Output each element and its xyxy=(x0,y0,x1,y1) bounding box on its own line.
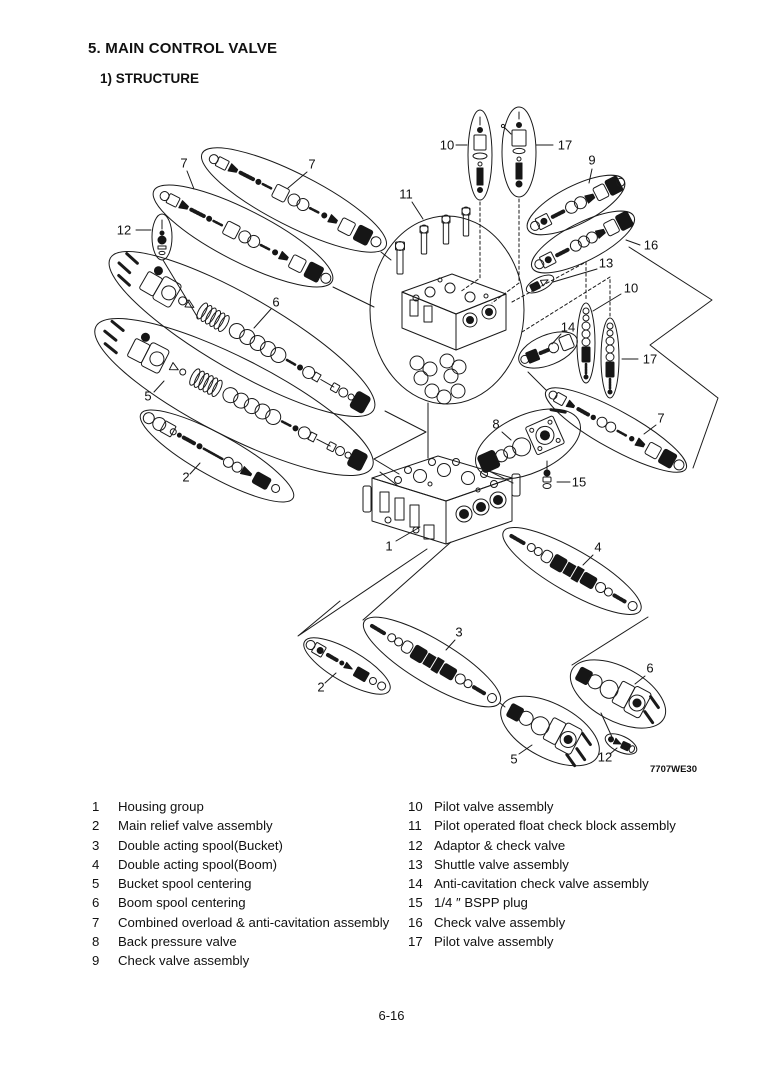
parts-list-item xyxy=(92,932,392,951)
part-number: 2 xyxy=(92,818,100,834)
part-name: Anti-cavitation check valve assembly xyxy=(434,876,649,892)
assembly-check-valve-9 xyxy=(519,164,632,247)
callout-17-top: 17 xyxy=(557,137,573,153)
callout-6-bottom: 6 xyxy=(646,660,654,676)
parts-list-item xyxy=(408,836,708,855)
housing-group xyxy=(363,456,520,544)
part-number: 5 xyxy=(92,876,100,892)
callout-7-left-a: 7 xyxy=(180,155,188,171)
callout-2-bottom: 2 xyxy=(317,679,325,695)
part-number: 8 xyxy=(92,934,100,950)
assembly-main-relief-bottom xyxy=(297,628,398,705)
callout-7-left-b: 7 xyxy=(308,156,316,172)
assembly-overload-right xyxy=(537,375,695,486)
part-name: Back pressure valve xyxy=(118,934,237,950)
parts-list-item xyxy=(408,874,708,893)
part-number: 3 xyxy=(92,837,100,853)
part-name: Combined overload & anti-cavitation assembly xyxy=(118,914,390,930)
part-name: Bucket spool centering xyxy=(118,876,252,892)
part-number: 6 xyxy=(92,895,100,911)
assembly-spool-boom xyxy=(493,513,651,628)
parts-list-item xyxy=(92,816,392,835)
callout-9: 9 xyxy=(588,152,596,168)
callout-17-right: 17 xyxy=(642,351,658,367)
part-number: 11 xyxy=(408,818,422,834)
callout-14: 14 xyxy=(560,319,576,335)
assembly-overload-left-b xyxy=(190,130,397,270)
assembly-float-check-block xyxy=(370,207,524,404)
part-number: 12 xyxy=(408,837,423,853)
callout-12-bottom: 12 xyxy=(597,749,613,765)
callout-10-top: 10 xyxy=(439,137,455,153)
part-number: 15 xyxy=(408,895,423,911)
part-number: 17 xyxy=(408,934,423,950)
assembly-pilot-valve-top xyxy=(468,110,492,200)
part-number: 4 xyxy=(92,856,100,872)
parts-list-item xyxy=(408,913,708,932)
assembly-spool-bucket xyxy=(353,602,511,721)
part-number: 9 xyxy=(92,953,100,969)
assembly-main-relief-left xyxy=(131,395,304,516)
part-name: Pilot valve assembly xyxy=(434,934,554,950)
part-name: Double acting spool(Boom) xyxy=(118,856,278,872)
callout-leaders xyxy=(136,145,659,754)
parts-list-item xyxy=(92,855,392,874)
page-title: 5. MAIN CONTROL VALVE xyxy=(88,40,278,57)
part-number: 13 xyxy=(408,856,423,872)
parts-list-item xyxy=(408,797,708,816)
parts-list-item xyxy=(92,913,392,932)
callout-6-left: 6 xyxy=(272,294,280,310)
callout-4: 4 xyxy=(594,539,602,555)
part-name: Shuttle valve assembly xyxy=(434,856,569,872)
part-name: Pilot valve assembly xyxy=(434,799,554,814)
parts-list-item xyxy=(92,951,392,970)
callout-12-left: 12 xyxy=(116,222,132,238)
section-subtitle: 1) STRUCTURE xyxy=(100,71,200,86)
assembly-bucket-centering-bottom xyxy=(490,682,611,780)
callout-11: 11 xyxy=(399,186,413,202)
part-name: Check valve assembly xyxy=(434,914,566,930)
part-number: 14 xyxy=(408,876,423,892)
callout-3: 3 xyxy=(455,624,463,640)
callout-13: 13 xyxy=(598,255,614,271)
callout-1: 1 xyxy=(385,538,393,554)
parts-list-item xyxy=(92,893,392,912)
parts-list-item xyxy=(408,816,708,835)
part-number: 1 xyxy=(92,799,100,814)
assembly-check-valve-16 xyxy=(524,199,643,285)
part-number: 7 xyxy=(92,914,100,930)
figure-code: 7707WE30 xyxy=(650,764,698,775)
assembly-boom-centering xyxy=(92,226,392,442)
callout-8: 8 xyxy=(492,416,500,432)
callout-2-left: 2 xyxy=(182,469,190,485)
part-name: Check valve assembly xyxy=(118,953,250,969)
parts-list-item xyxy=(92,874,392,893)
page-number: 6-16 xyxy=(378,1008,405,1023)
callout-5-left: 5 xyxy=(144,388,152,404)
part-name: Double acting spool(Bucket) xyxy=(118,837,283,853)
parts-list-right xyxy=(408,797,708,951)
callout-7-right: 7 xyxy=(657,410,665,426)
part-name: 1/4 ″ BSPP plug xyxy=(434,895,528,911)
parts-list-item xyxy=(92,836,392,855)
parts-list-item xyxy=(408,855,708,874)
part-bspp-plug xyxy=(543,470,551,489)
part-name: Housing group xyxy=(118,799,204,814)
callout-15: 15 xyxy=(571,474,587,490)
part-number: 16 xyxy=(408,914,423,930)
part-name: Main relief valve assembly xyxy=(118,818,273,834)
assembly-pilot-valve-right-17 xyxy=(601,318,619,398)
parts-list-item xyxy=(408,893,708,912)
assembly-pilot-valve-right-10 xyxy=(577,303,595,383)
callout-10-right: 10 xyxy=(623,280,639,296)
assembly-pilot-valve-top-17 xyxy=(501,107,536,197)
callout-16: 16 xyxy=(643,237,659,253)
assembly-adaptor-check-left xyxy=(152,214,172,260)
parts-list-item xyxy=(92,797,392,816)
parts-list-left xyxy=(92,797,392,971)
part-number: 10 xyxy=(408,799,423,814)
parts-list-item xyxy=(408,932,708,951)
part-name: Pilot operated float check block assembly xyxy=(434,818,676,834)
part-name: Boom spool centering xyxy=(118,895,246,911)
assembly-shuttle-valve xyxy=(524,271,557,296)
callout-5-bottom: 5 xyxy=(510,751,518,767)
part-name: Adaptor & check valve xyxy=(434,837,566,853)
